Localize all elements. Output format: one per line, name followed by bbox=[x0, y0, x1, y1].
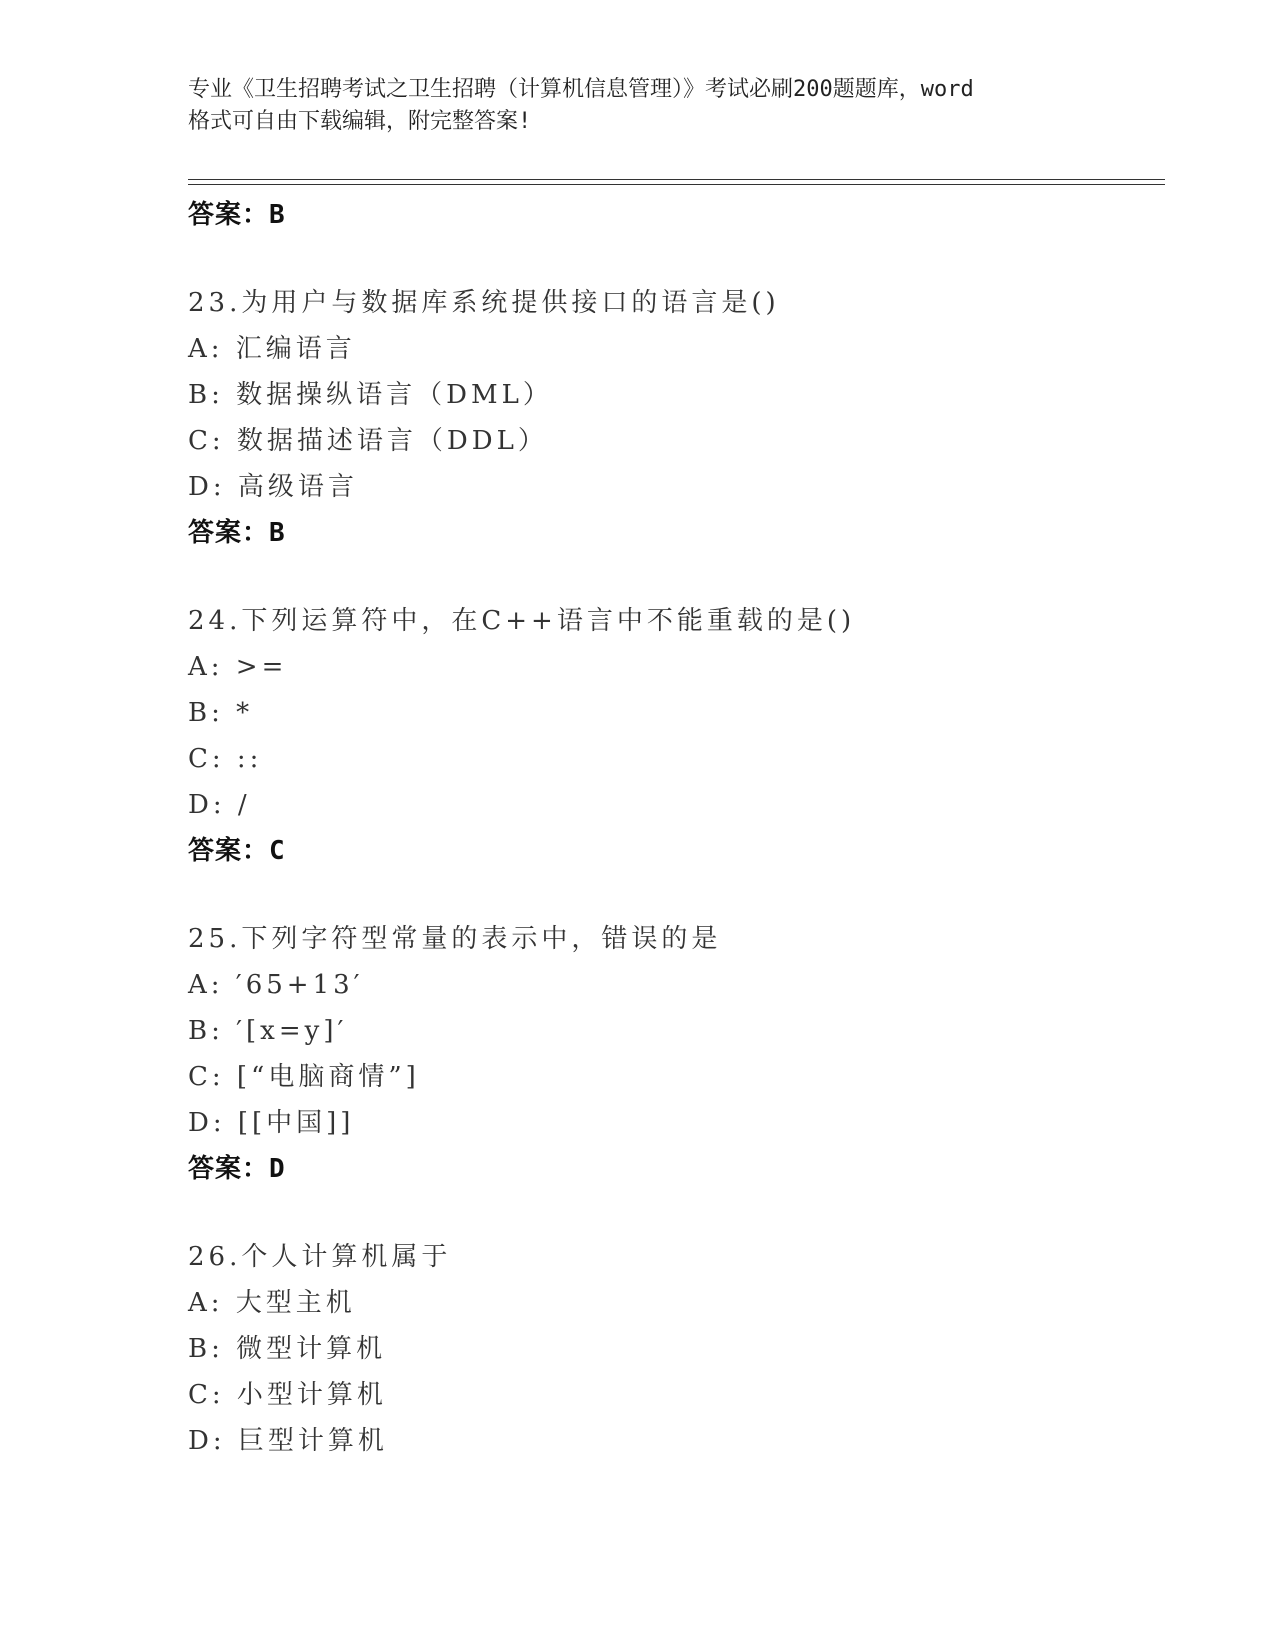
option-c: C: 小型计算机 bbox=[188, 1380, 387, 1410]
question-text: 26.个人计算机属于 bbox=[188, 1242, 452, 1272]
option-a: A: 汇编语言 bbox=[188, 334, 356, 364]
question-list bbox=[188, 192, 1165, 1464]
option-b: B: * bbox=[188, 698, 254, 728]
option-b: B: 微型计算机 bbox=[188, 1334, 387, 1364]
answer-label: 答案：B bbox=[188, 518, 286, 548]
option-d: D: 高级语言 bbox=[188, 472, 358, 502]
question-text: 25.下列字符型常量的表示中，错误的是 bbox=[188, 924, 722, 954]
header-divider-bottom bbox=[188, 184, 1165, 185]
option-c: C: [“电脑商情”] bbox=[188, 1062, 420, 1092]
option-a: A: 大型主机 bbox=[188, 1288, 356, 1318]
header-divider-top bbox=[188, 179, 1165, 180]
question-text: 23.为用户与数据库系统提供接口的语言是() bbox=[188, 288, 780, 318]
question-block-25 bbox=[188, 916, 1165, 1192]
question-text: 24.下列运算符中，在C++语言中不能重载的是() bbox=[188, 606, 856, 636]
answer-label: 答案：C bbox=[188, 836, 286, 866]
spacer bbox=[188, 238, 1165, 280]
question-block-24 bbox=[188, 598, 1165, 874]
option-a: A: >= bbox=[188, 652, 288, 682]
option-d: D: [[中国]] bbox=[188, 1108, 355, 1138]
spacer bbox=[188, 1192, 1165, 1234]
option-d: D: / bbox=[188, 790, 251, 820]
header-line-1: 专业《卫生招聘考试之卫生招聘（计算机信息管理）》考试必刷200题题库，word bbox=[188, 77, 974, 102]
header-line-2: 格式可自由下载编辑，附完整答案! bbox=[188, 109, 532, 134]
spacer bbox=[188, 874, 1165, 916]
option-c: C: :: bbox=[188, 744, 263, 774]
option-a: A: ′65+13′ bbox=[188, 970, 364, 1000]
question-block-23 bbox=[188, 280, 1165, 556]
document-header bbox=[188, 74, 1088, 138]
previous-answer: 答案：B bbox=[188, 200, 286, 230]
option-d: D: 巨型计算机 bbox=[188, 1426, 388, 1456]
option-b: B: ′[x=y]′ bbox=[188, 1016, 348, 1046]
answer-label: 答案：D bbox=[188, 1154, 286, 1184]
question-block-26 bbox=[188, 1234, 1165, 1464]
option-b: B: 数据操纵语言（DML） bbox=[188, 380, 553, 410]
option-c: C: 数据描述语言（DDL） bbox=[188, 426, 548, 456]
spacer bbox=[188, 556, 1165, 598]
